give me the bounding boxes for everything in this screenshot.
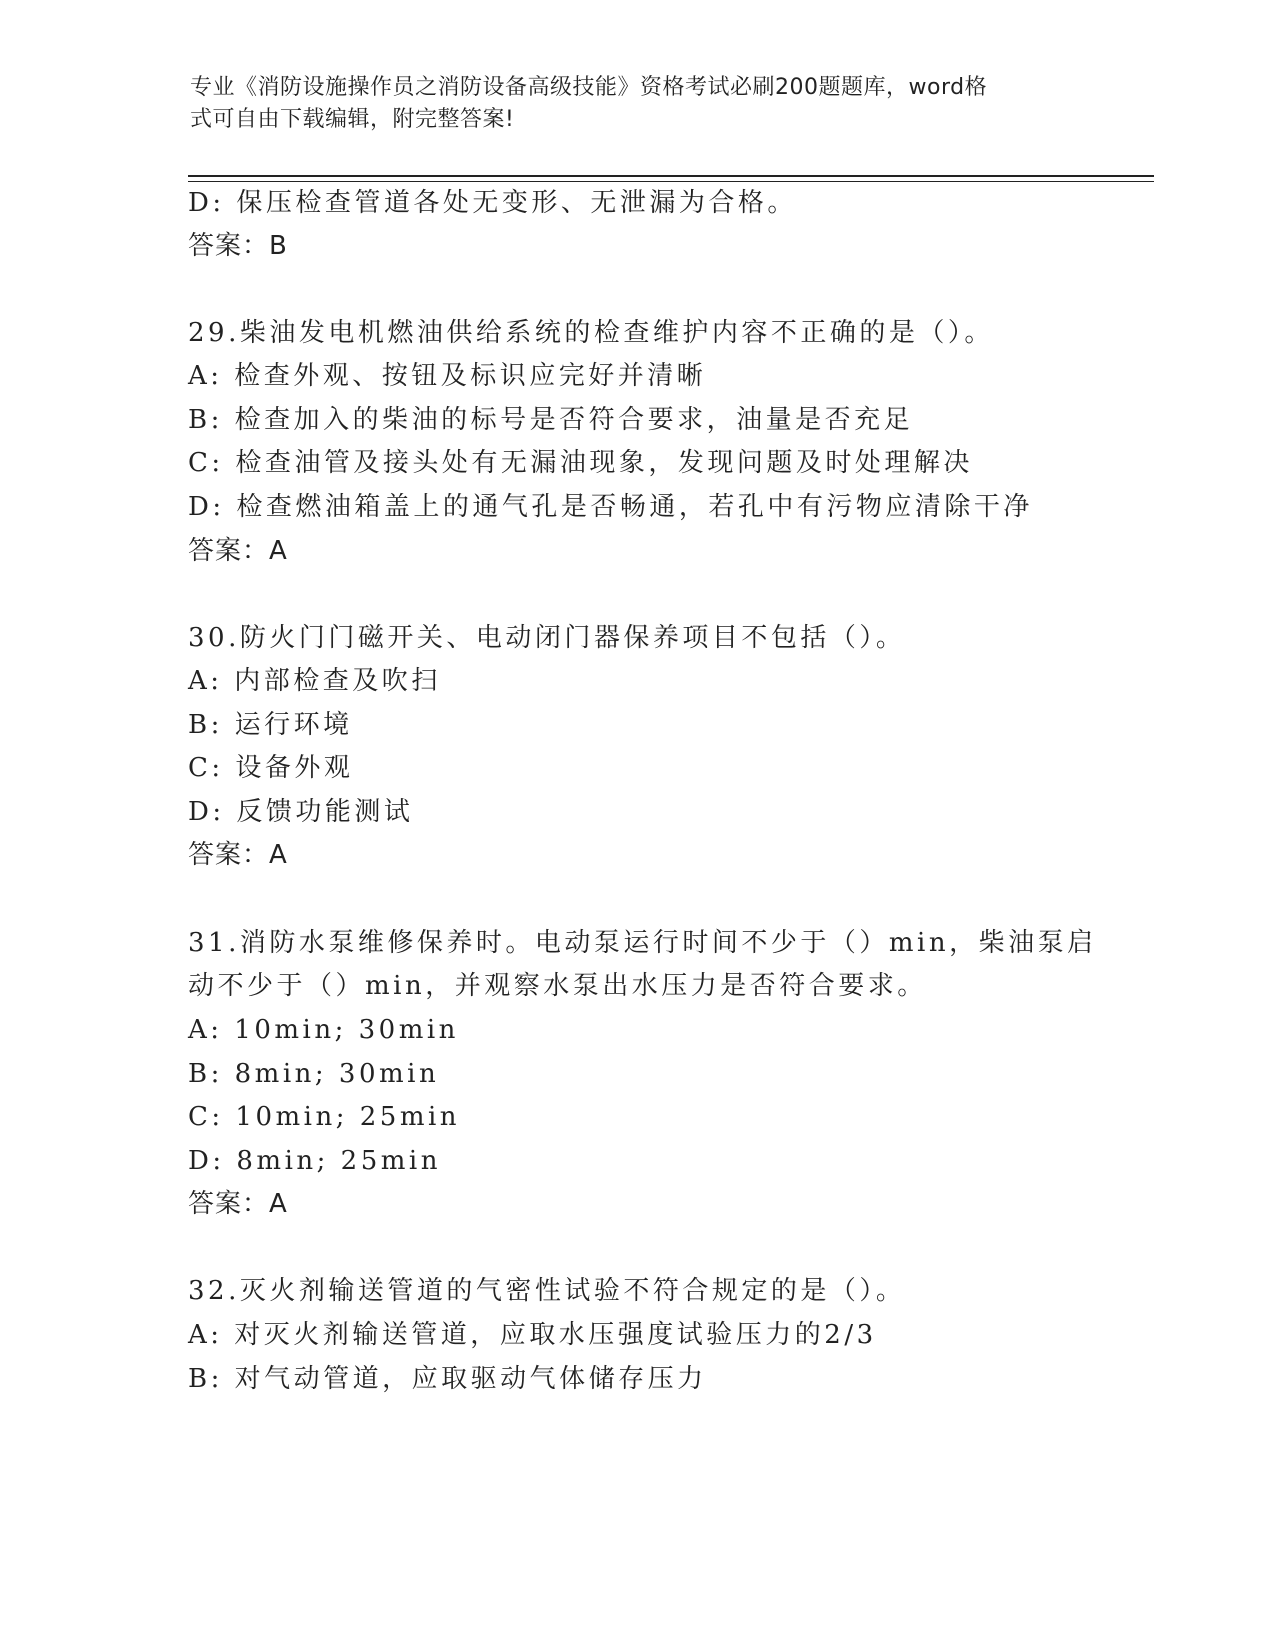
q30-option-d: D: 反馈功能测试 xyxy=(188,797,414,827)
header-line-1: 专业《消防设施操作员之消防设备高级技能》资格考试必刷200题题库，word格 xyxy=(190,75,988,100)
q28-answer: 答案：B xyxy=(188,231,288,261)
q31-option-d: D: 8min; 25min xyxy=(188,1146,441,1176)
q30-option-a: A: 内部检查及吹扫 xyxy=(188,666,441,696)
q30-option-b: B: 运行环境 xyxy=(188,710,353,740)
q29-option-c: C: 检查油管及接头处有无漏油现象，发现问题及时处理解决 xyxy=(188,448,973,478)
q31-option-b: B: 8min; 30min xyxy=(188,1059,440,1089)
q31-stem-line-1: 31.消防水泵维修保养时。电动泵运行时间不少于（）min，柴油泵启 xyxy=(188,928,1097,958)
q30-answer: 答案：A xyxy=(188,840,288,870)
q30-stem: 30.防火门门磁开关、电动闭门器保养项目不包括（）。 xyxy=(188,623,906,653)
q29-option-b: B: 检查加入的柴油的标号是否符合要求，油量是否充足 xyxy=(188,405,914,435)
header-divider-thin xyxy=(188,181,1154,182)
q29-answer: 答案：A xyxy=(188,536,288,566)
header-divider-thick xyxy=(188,175,1154,177)
q29-stem: 29.柴油发电机燃油供给系统的检查维护内容不正确的是（）。 xyxy=(188,318,994,348)
q32-stem: 32.灭火剂输送管道的气密性试验不符合规定的是（）。 xyxy=(188,1276,906,1306)
q31-stem-line-2: 动不少于（）min，并观察水泵出水压力是否符合要求。 xyxy=(188,971,927,1001)
q31-option-c: C: 10min; 25min xyxy=(188,1102,461,1132)
header-line-2: 式可自由下载编辑，附完整答案! xyxy=(190,107,515,132)
q29-option-d: D: 检查燃油箱盖上的通气孔是否畅通，若孔中有污物应清除干净 xyxy=(188,492,1033,522)
q32-option-a: A: 对灭火剂输送管道，应取水压强度试验压力的2/3 xyxy=(188,1320,877,1350)
document-header xyxy=(190,72,1070,136)
q30-option-c: C: 设备外观 xyxy=(188,753,354,783)
q32-option-b: B: 对气动管道，应取驱动气体储存压力 xyxy=(188,1364,707,1394)
q31-answer: 答案：A xyxy=(188,1189,288,1219)
q28-option-d: D: 保压检查管道各处无变形、无泄漏为合格。 xyxy=(188,188,797,218)
q29-option-a: A: 检查外观、按钮及标识应完好并清晰 xyxy=(188,361,707,391)
q31-option-a: A: 10min; 30min xyxy=(188,1015,459,1045)
